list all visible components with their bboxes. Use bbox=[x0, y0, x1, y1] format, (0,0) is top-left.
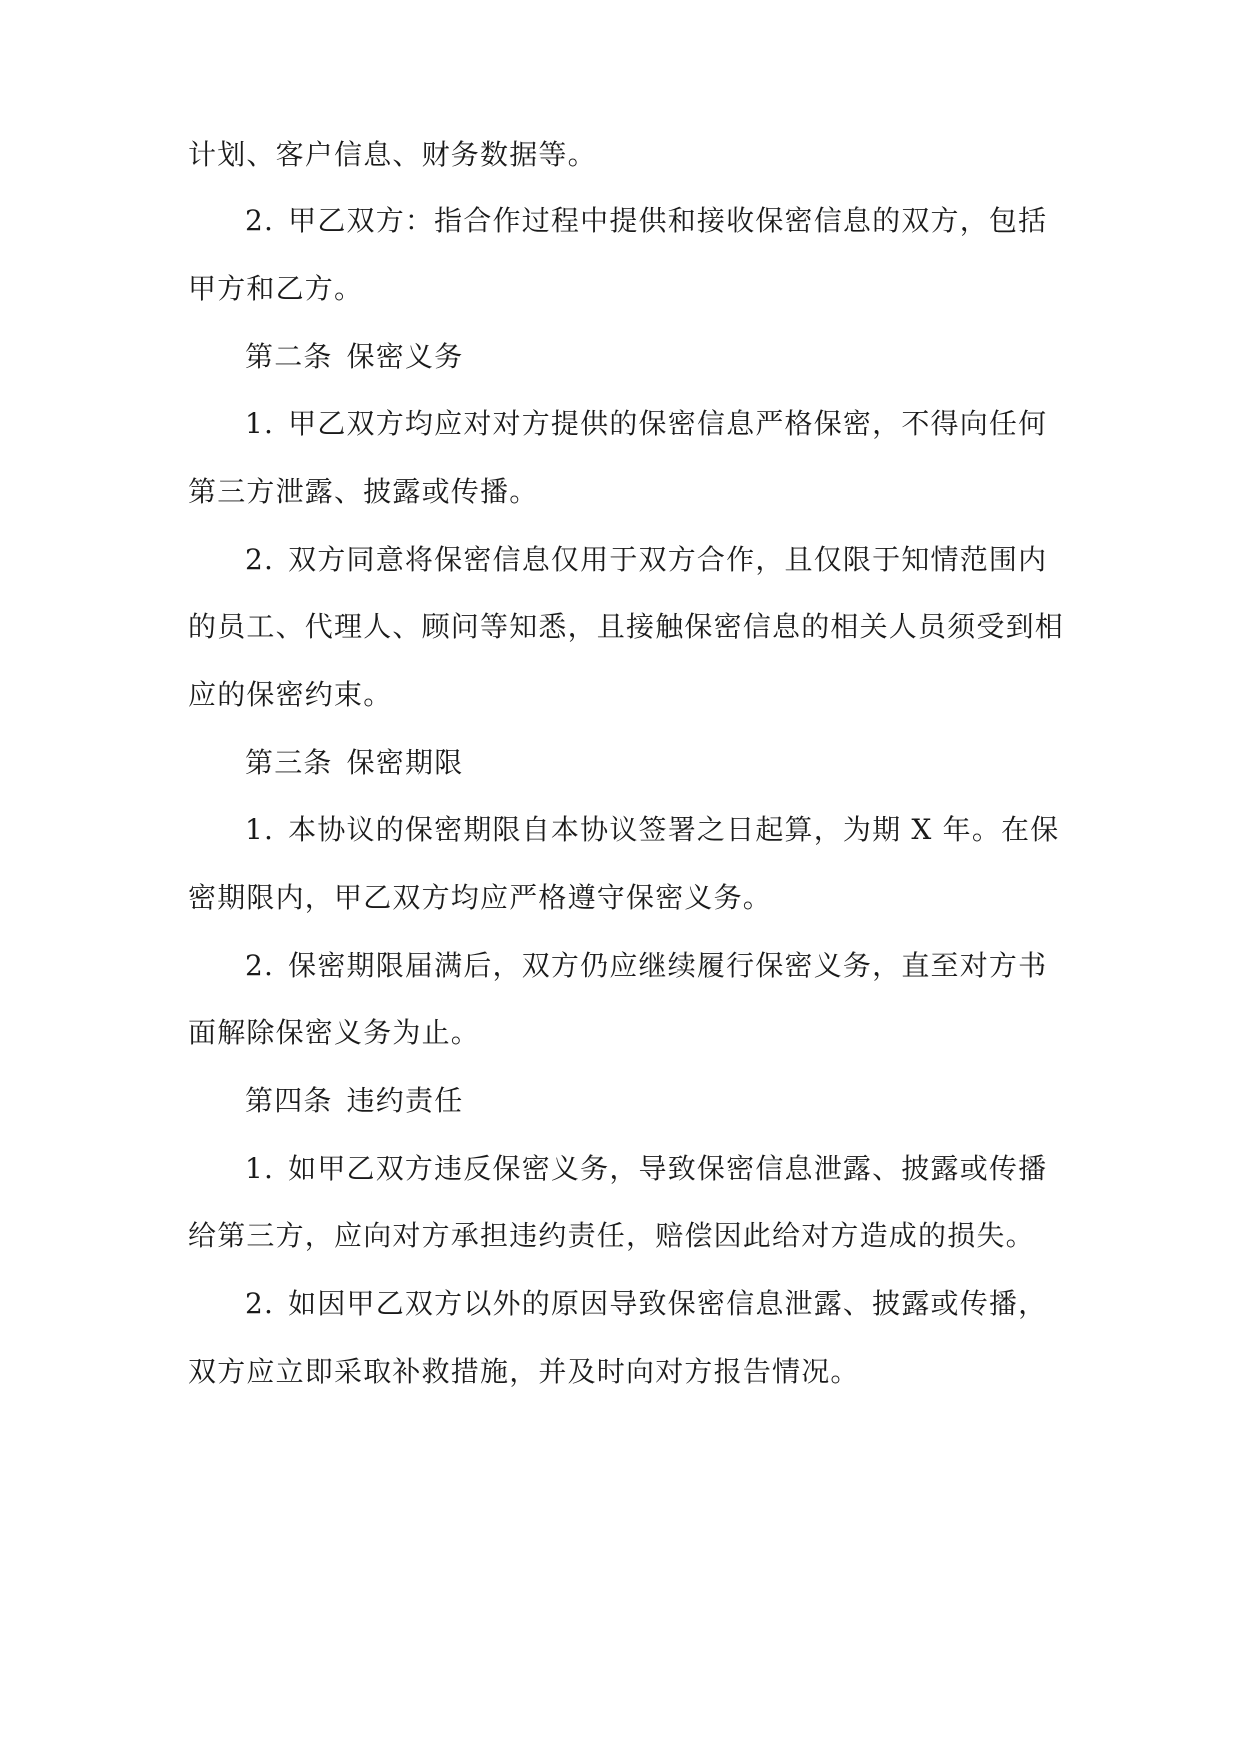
section-heading bbox=[245, 1084, 463, 1118]
text: 甲乙双方均应对对方提供的保密信息严格保密，不得向任何 bbox=[288, 407, 1048, 440]
paragraph-line bbox=[188, 881, 772, 915]
text: 甲方和乙方。 bbox=[188, 272, 364, 305]
section-number: 第二条 bbox=[245, 340, 333, 373]
item-number: 2. bbox=[245, 204, 275, 237]
section-heading bbox=[245, 340, 463, 374]
text: 双方同意将保密信息仅用于双方合作，且仅限于知情范围内 bbox=[288, 543, 1048, 576]
item-number: 2. bbox=[245, 1287, 275, 1320]
list-item-line bbox=[245, 1287, 1047, 1321]
item-number: 1. bbox=[245, 1152, 275, 1185]
paragraph-line bbox=[188, 475, 538, 509]
section-title: 违约责任 bbox=[346, 1084, 464, 1117]
list-item-line bbox=[245, 407, 1047, 441]
section-title: 保密义务 bbox=[346, 340, 464, 373]
paragraph-line bbox=[188, 1016, 480, 1050]
text: 甲乙双方：指合作过程中提供和接收保密信息的双方，包括 bbox=[288, 204, 1048, 237]
text: 密期限内，甲乙双方均应严格遵守保密义务。 bbox=[188, 881, 773, 914]
text: 本协议的保密期限自本协议签署之日起算，为期 X 年。在保 bbox=[288, 813, 1060, 846]
list-item-line bbox=[245, 949, 1047, 983]
text: 计划、客户信息、财务数据等。 bbox=[188, 138, 597, 171]
text: 保密期限届满后，双方仍应继续履行保密义务，直至对方书 bbox=[288, 949, 1048, 982]
paragraph-line bbox=[188, 138, 597, 172]
text: 第三方泄露、披露或传播。 bbox=[188, 475, 539, 508]
text: 的员工、代理人、顾问等知悉，且接触保密信息的相关人员须受到相 bbox=[188, 610, 1065, 643]
text: 面解除保密义务为止。 bbox=[188, 1016, 481, 1049]
paragraph-line bbox=[188, 272, 363, 306]
text: 如甲乙双方违反保密义务，导致保密信息泄露、披露或传播 bbox=[288, 1152, 1048, 1185]
paragraph-line bbox=[188, 1355, 860, 1389]
paragraph-line bbox=[188, 678, 392, 712]
list-item-line bbox=[245, 1152, 1047, 1186]
list-item-line bbox=[245, 204, 1047, 238]
text: 双方应立即采取补救措施，并及时向对方报告情况。 bbox=[188, 1355, 860, 1388]
section-heading bbox=[245, 746, 463, 780]
section-number: 第三条 bbox=[245, 746, 333, 779]
list-item-line bbox=[245, 543, 1047, 577]
paragraph-line bbox=[188, 610, 1064, 644]
text: 应的保密约束。 bbox=[188, 678, 393, 711]
text: 给第三方，应向对方承担违约责任，赔偿因此给对方造成的损失。 bbox=[188, 1219, 1035, 1252]
paragraph-line bbox=[188, 1219, 1035, 1253]
item-number: 1. bbox=[245, 407, 275, 440]
section-number: 第四条 bbox=[245, 1084, 333, 1117]
item-number: 2. bbox=[245, 949, 275, 982]
text: 如因甲乙双方以外的原因导致保密信息泄露、披露或传播， bbox=[288, 1287, 1048, 1320]
item-number: 1. bbox=[245, 813, 275, 846]
section-title: 保密期限 bbox=[346, 746, 464, 779]
list-item-line bbox=[245, 813, 1059, 847]
item-number: 2. bbox=[245, 543, 275, 576]
